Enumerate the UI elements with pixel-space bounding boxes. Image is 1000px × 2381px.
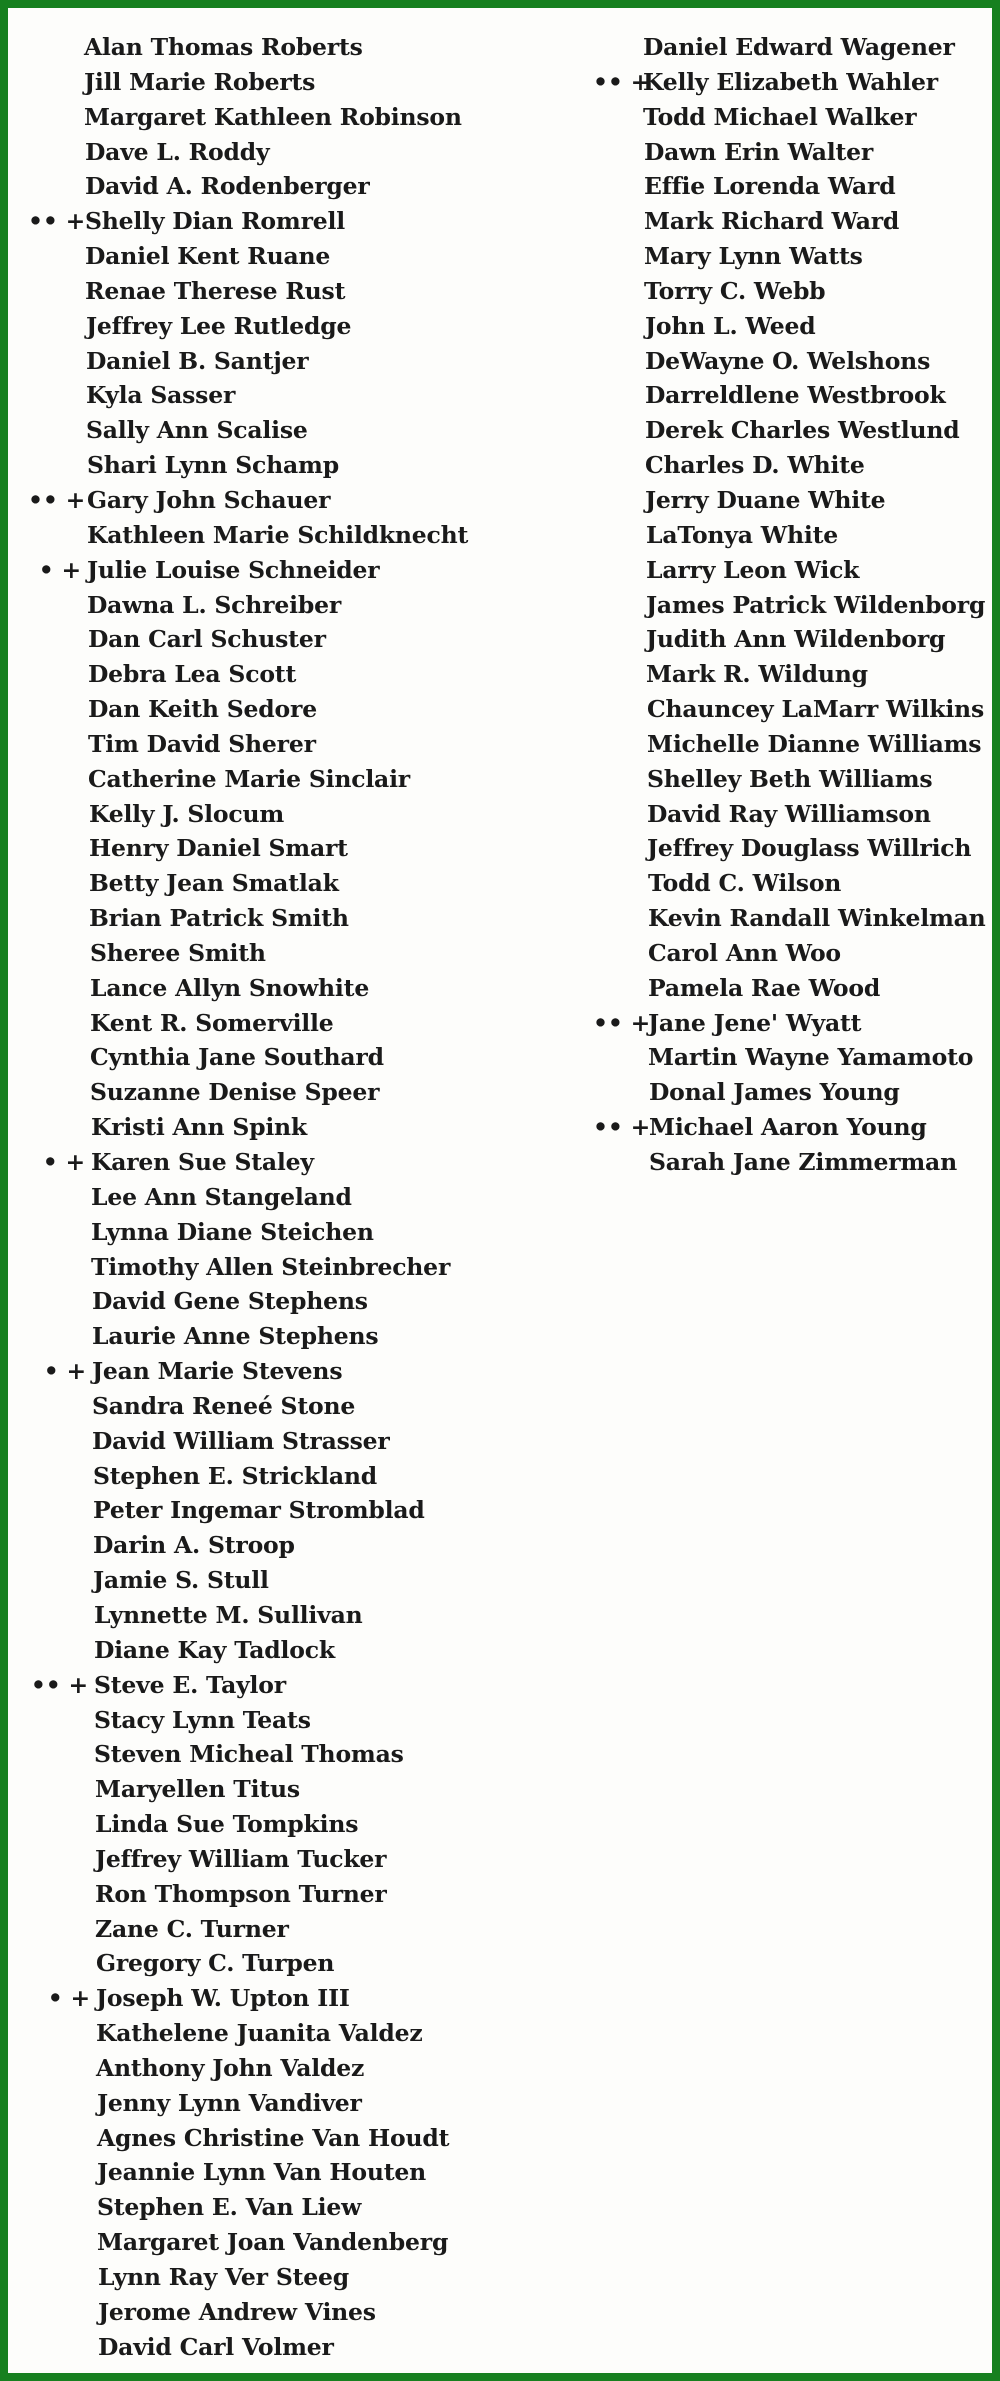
- person-name: Mark R. Wildung: [646, 660, 868, 689]
- name-entry: [593, 657, 986, 692]
- name-entry: [593, 309, 986, 344]
- person-name: Jill Marie Roberts: [84, 67, 316, 96]
- right-name-column: [593, 30, 986, 1180]
- name-entry: [593, 797, 986, 832]
- honor-marks: •• +: [593, 67, 651, 96]
- person-name: Shari Lynn Schamp: [87, 451, 339, 480]
- name-entry: [28, 797, 468, 832]
- person-name: Sandra Reneé Stone: [92, 1391, 356, 1420]
- person-name: Jeffrey William Tucker: [95, 1844, 387, 1873]
- person-name: Zane C. Turner: [95, 1914, 289, 1943]
- person-name: Michelle Dianne Williams: [647, 729, 982, 758]
- person-name: Tim David Sherer: [88, 729, 316, 758]
- person-name: John L. Weed: [645, 311, 816, 340]
- person-name: Cynthia Jane Southard: [90, 1043, 384, 1072]
- name-entry: [28, 1006, 468, 1041]
- person-name: Timothy Allen Steinbrecher: [91, 1252, 451, 1281]
- name-entry: [28, 1807, 468, 1842]
- name-entry: [28, 378, 468, 413]
- name-entry: [28, 622, 468, 657]
- person-name: Dawn Erin Walter: [644, 137, 874, 166]
- person-name: Judith Ann Wildenborg: [646, 625, 946, 654]
- name-entry: [28, 2295, 468, 2330]
- person-name: Martin Wayne Yamamoto: [648, 1043, 974, 1072]
- person-name: David Carl Volmer: [98, 2332, 334, 2361]
- person-name: Kristi Ann Spink: [91, 1113, 308, 1142]
- name-entry: [28, 2330, 468, 2365]
- person-name: Jenny Lynn Vandiver: [97, 2088, 362, 2117]
- name-entry: [28, 1772, 468, 1807]
- person-name: Jane Jene' Wyatt: [648, 1008, 862, 1037]
- person-name: Stephen E. Strickland: [93, 1461, 377, 1490]
- person-name: James Patrick Wildenborg: [646, 590, 986, 619]
- name-entry: [28, 1493, 468, 1528]
- person-name: Mark Richard Ward: [644, 207, 900, 236]
- honor-marks: • +: [43, 1357, 86, 1386]
- name-entry: [28, 866, 468, 901]
- person-name: Daniel B. Santjer: [86, 346, 309, 375]
- name-entry: [593, 1110, 986, 1145]
- name-entry: [28, 1389, 468, 1424]
- person-name: Michael Aaron Young: [649, 1113, 927, 1142]
- name-entry: [28, 169, 468, 204]
- person-name: Julie Louise Schneider: [87, 555, 380, 584]
- person-name: Mary Lynn Watts: [644, 242, 863, 271]
- person-name: Kathelene Juanita Valdez: [96, 2019, 423, 2048]
- name-entry: [28, 1459, 468, 1494]
- name-entry: [28, 2121, 468, 2156]
- person-name: Dawna L. Schreiber: [87, 590, 342, 619]
- person-name: Linda Sue Tompkins: [95, 1810, 359, 1839]
- name-entry: [28, 971, 468, 1006]
- person-name: Stacy Lynn Teats: [94, 1705, 311, 1734]
- person-name: Derek Charles Westlund: [645, 416, 960, 445]
- person-name: Chauncey LaMarr Wilkins: [647, 695, 984, 724]
- person-name: David Gene Stephens: [92, 1287, 368, 1316]
- honor-marks: • +: [47, 1984, 90, 2013]
- name-entry: [593, 727, 986, 762]
- name-entry: [593, 936, 986, 971]
- name-entry: [28, 30, 468, 65]
- name-entry: [593, 588, 986, 623]
- person-name: Kelly Elizabeth Wahler: [643, 67, 938, 96]
- person-name: Betty Jean Smatlak: [89, 869, 339, 898]
- name-entry: [28, 413, 468, 448]
- name-entry: [593, 971, 986, 1006]
- person-name: LaTonya White: [646, 520, 838, 549]
- name-entry: [28, 1040, 468, 1075]
- name-entry: [28, 2225, 468, 2260]
- honor-marks: •• +: [593, 1008, 651, 1037]
- person-name: Sarah Jane Zimmerman: [649, 1148, 957, 1176]
- person-name: Torry C. Webb: [644, 276, 826, 305]
- person-name: Lynna Diane Steichen: [91, 1217, 374, 1246]
- person-name: Jerry Duane White: [645, 485, 886, 514]
- person-name: Agnes Christine Van Houdt: [97, 2123, 450, 2152]
- name-entry: [28, 588, 468, 623]
- name-entry: [593, 1075, 986, 1110]
- name-entry: [28, 692, 468, 727]
- honor-marks: •• +: [593, 1113, 651, 1142]
- name-entry: [28, 1633, 468, 1668]
- person-name: Shelly Dian Romrell: [85, 207, 345, 236]
- name-entry: [593, 518, 986, 553]
- name-entry: [28, 1075, 468, 1110]
- person-name: Margaret Kathleen Robinson: [84, 102, 462, 131]
- person-name: Todd Michael Walker: [643, 102, 917, 131]
- name-entry: [593, 378, 986, 413]
- person-name: Pamela Rae Wood: [648, 973, 881, 1002]
- person-name: Gary John Schauer: [87, 485, 331, 514]
- name-entry: [593, 169, 986, 204]
- name-entry: [28, 2086, 468, 2121]
- name-entry: [593, 448, 986, 483]
- name-entry: [28, 518, 468, 553]
- name-entry: [593, 344, 986, 379]
- name-entry: [593, 1040, 986, 1075]
- person-name: David Ray Williamson: [647, 799, 931, 828]
- person-name: Lee Ann Stangeland: [91, 1182, 352, 1211]
- person-name: Shelley Beth Williams: [647, 764, 933, 793]
- honor-marks: • +: [38, 555, 81, 584]
- name-entry: [593, 866, 986, 901]
- name-entry: [593, 1006, 986, 1041]
- name-entry: [593, 135, 986, 170]
- person-name: Peter Ingemar Stromblad: [93, 1496, 425, 1525]
- person-name: Jerome Andrew Vines: [98, 2297, 376, 2326]
- person-name: Todd C. Wilson: [648, 869, 842, 898]
- person-name: David A. Rodenberger: [85, 172, 370, 201]
- name-entry: [28, 762, 468, 797]
- person-name: Carol Ann Woo: [648, 938, 841, 967]
- name-entry: [28, 2260, 468, 2295]
- person-name: Jeffrey Lee Rutledge: [86, 311, 352, 340]
- person-name: Margaret Joan Vandenberg: [97, 2228, 449, 2257]
- person-name: Diane Kay Tadlock: [94, 1635, 335, 1664]
- person-name: Sheree Smith: [90, 938, 266, 967]
- name-entry: [28, 1912, 468, 1947]
- person-name: Dan Carl Schuster: [88, 625, 326, 654]
- name-entry: [28, 1145, 468, 1180]
- name-entry: [28, 344, 468, 379]
- name-entry: [28, 100, 468, 135]
- honor-marks: •• +: [30, 1670, 88, 1699]
- name-entry: [28, 1284, 468, 1319]
- person-name: Kent R. Somerville: [90, 1008, 334, 1037]
- name-entry: [28, 65, 468, 100]
- name-entry: [28, 1703, 468, 1738]
- name-entry: [28, 1946, 468, 1981]
- name-entry: [28, 1354, 468, 1389]
- person-name: Renae Therese Rust: [85, 276, 346, 305]
- name-entry: [28, 274, 468, 309]
- person-name: Debra Lea Scott: [88, 660, 297, 689]
- name-entry: [28, 1981, 468, 2016]
- person-name: Donal James Young: [649, 1078, 900, 1107]
- honor-marks: • +: [42, 1148, 85, 1176]
- person-name: Kathleen Marie Schildknecht: [87, 520, 469, 549]
- honor-marks: •• +: [28, 485, 86, 514]
- name-entry: [28, 204, 468, 239]
- person-name: Sally Ann Scalise: [86, 416, 308, 445]
- person-name: Daniel Edward Wagener: [643, 33, 955, 61]
- name-entry: [28, 448, 468, 483]
- name-entry: [28, 2051, 468, 2086]
- name-entry: [28, 2190, 468, 2225]
- person-name: Stephen E. Van Liew: [97, 2193, 362, 2222]
- person-name: Lynnette M. Sullivan: [94, 1600, 363, 1629]
- name-entry: [28, 1424, 468, 1459]
- name-entry: [28, 1668, 468, 1703]
- name-entry: [28, 1110, 468, 1145]
- person-name: DeWayne O. Welshons: [645, 346, 931, 375]
- person-name: Suzanne Denise Speer: [90, 1078, 380, 1107]
- name-entry: [593, 1145, 986, 1180]
- name-entry: [28, 1877, 468, 1912]
- person-name: Kelly J. Slocum: [89, 799, 285, 828]
- person-name: Jeannie Lynn Van Houten: [97, 2158, 427, 2187]
- name-entry: [593, 622, 986, 657]
- name-entry: [593, 901, 986, 936]
- name-entry: [593, 100, 986, 135]
- person-name: Brian Patrick Smith: [89, 904, 349, 933]
- name-entry: [28, 1563, 468, 1598]
- person-name: Darin A. Stroop: [93, 1531, 295, 1560]
- name-entry: [28, 1598, 468, 1633]
- person-name: Anthony John Valdez: [96, 2053, 365, 2082]
- name-entry: [28, 309, 468, 344]
- name-entry: [593, 30, 986, 65]
- person-name: David William Strasser: [92, 1426, 390, 1455]
- person-name: Darreldlene Westbrook: [645, 381, 946, 410]
- person-name: Ron Thompson Turner: [95, 1879, 387, 1908]
- name-entry: [28, 1215, 468, 1250]
- person-name: Dan Keith Sedore: [88, 695, 317, 724]
- left-name-column: [28, 30, 468, 2365]
- person-name: Kevin Randall Winkelman: [648, 904, 986, 933]
- person-name: Daniel Kent Ruane: [85, 242, 331, 271]
- name-entry: [28, 2016, 468, 2051]
- person-name: Henry Daniel Smart: [89, 834, 348, 863]
- name-entry: [593, 204, 986, 239]
- person-name: Larry Leon Wick: [646, 555, 860, 584]
- name-entry: [593, 483, 986, 518]
- name-entry: [28, 553, 468, 588]
- person-name: Karen Sue Staley: [91, 1148, 314, 1176]
- person-name: Joseph W. Upton III: [96, 1984, 350, 2013]
- person-name: Jeffrey Douglass Willrich: [647, 834, 972, 863]
- name-entry: [593, 239, 986, 274]
- name-entry: [28, 1528, 468, 1563]
- person-name: Gregory C. Turpen: [96, 1949, 335, 1978]
- person-name: Kyla Sasser: [86, 381, 236, 410]
- name-entry: [28, 1842, 468, 1877]
- name-entry: [593, 692, 986, 727]
- person-name: Steve E. Taylor: [94, 1670, 286, 1699]
- person-name: Jean Marie Stevens: [92, 1357, 343, 1386]
- person-name: Lance Allyn Snowhite: [90, 973, 370, 1002]
- person-name: Catherine Marie Sinclair: [88, 764, 410, 793]
- person-name: Charles D. White: [645, 451, 865, 480]
- name-entry: [28, 1737, 468, 1772]
- name-entry: [28, 239, 468, 274]
- name-entry: [593, 274, 986, 309]
- name-entry: [593, 413, 986, 448]
- person-name: Maryellen Titus: [95, 1775, 300, 1804]
- name-entry: [28, 831, 468, 866]
- person-name: Lynn Ray Ver Steeg: [98, 2263, 349, 2291]
- name-entry: [28, 727, 468, 762]
- person-name: Alan Thomas Roberts: [84, 33, 363, 61]
- name-entry: [593, 762, 986, 797]
- person-name: Steven Micheal Thomas: [94, 1740, 404, 1769]
- person-name: Effie Lorenda Ward: [644, 172, 896, 201]
- name-entry: [28, 936, 468, 971]
- name-entry: [28, 1180, 468, 1215]
- name-entry: [593, 553, 986, 588]
- person-name: Laurie Anne Stephens: [92, 1322, 379, 1351]
- person-name: Dave L. Roddy: [85, 137, 270, 166]
- name-entry: [28, 1319, 468, 1354]
- name-entry: [28, 135, 468, 170]
- name-entry: [28, 657, 468, 692]
- name-entry: [593, 831, 986, 866]
- name-entry: [28, 901, 468, 936]
- name-entry: [593, 65, 986, 100]
- honor-marks: •• +: [28, 207, 86, 236]
- name-entry: [28, 1250, 468, 1285]
- name-entry: [28, 2155, 468, 2190]
- name-entry: [28, 483, 468, 518]
- person-name: Jamie S. Stull: [93, 1566, 269, 1595]
